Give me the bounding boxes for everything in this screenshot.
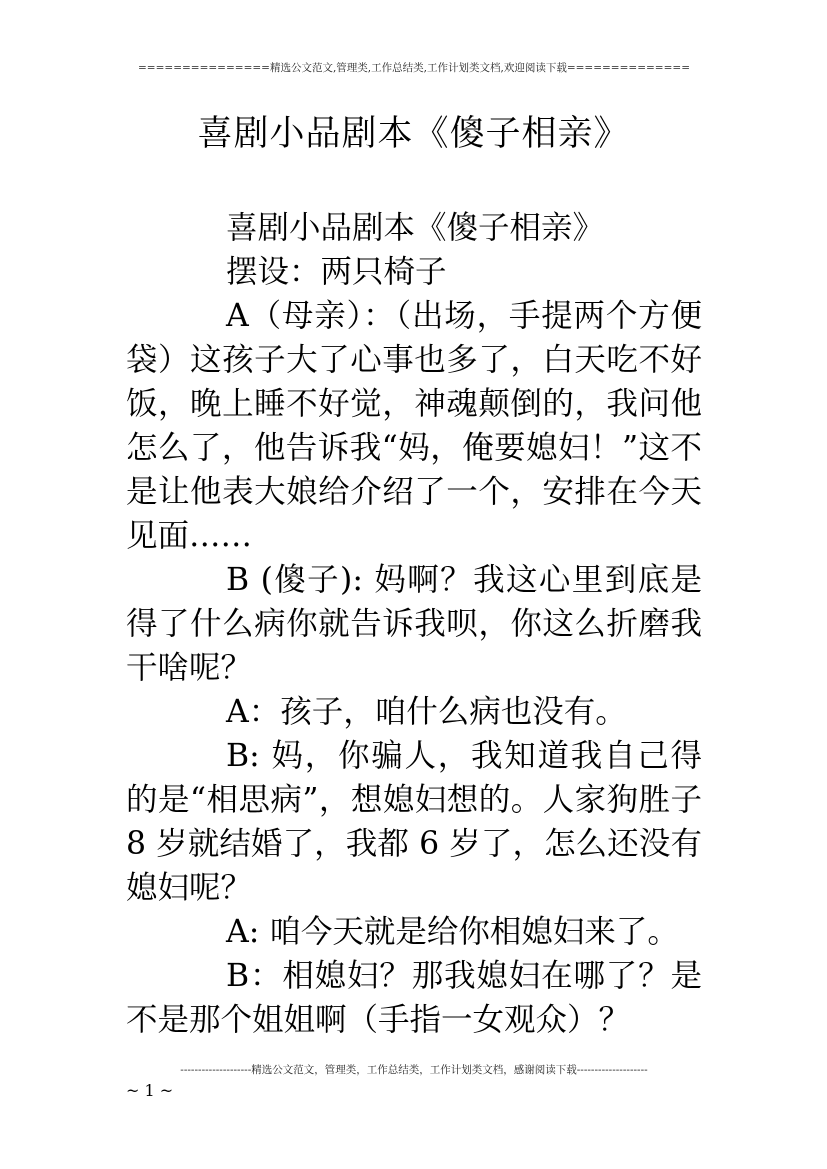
document-body (126, 206, 702, 1042)
paragraph-dialogue: B：相媳妇？那我媳妇在哪了？是不是那个姐姐啊（手指一女观众）？ (126, 958, 702, 1038)
header-banner: ===============精选公文范文,管理类,工作总结类,工作计划类文档,欢迎阅读下载============== (138, 62, 690, 74)
paragraph-dialogue: B: 妈，你骗人，我知道我自己得的是“相思病”，想媳妇想的。人家狗胜子 8 岁就结婚了，我都 6 岁了，怎么还没有媳妇呢？ (126, 738, 702, 906)
paragraph-heading: 喜剧小品剧本《傻子相亲》 (226, 210, 605, 246)
document-title: 喜剧小品剧本《傻子相亲》 (197, 114, 630, 154)
page-number: ~ 1 ~ (126, 1081, 174, 1100)
paragraph-dialogue: B (傻子): 妈啊？我这心里到底是得了什么病你就告诉我呗，你这么折磨我干啥呢？ (126, 562, 702, 686)
paragraph-dialogue: A（母亲）：（出场，手提两个方便袋）这孩子大了心事也多了，白天吃不好饭，晚上睡不好觉，神魂颠倒的，我问他怎么了，他告诉我“妈，俺要媳妇！”这不是让他表大娘给介绍了一个，安排在今天见面…… (126, 298, 702, 554)
paragraph-dialogue: A: 咱今天就是给你相媳妇来了。 (226, 914, 679, 950)
paragraph-setting: 摆设：两只椅子 (226, 254, 447, 290)
footer-banner: --------------------精选公文范文，管理类，工作总结类，工作计划类文档，感谢阅读下载-------------------- (180, 1064, 648, 1076)
paragraph-dialogue: A：孩子，咱什么病也没有。 (226, 694, 627, 730)
